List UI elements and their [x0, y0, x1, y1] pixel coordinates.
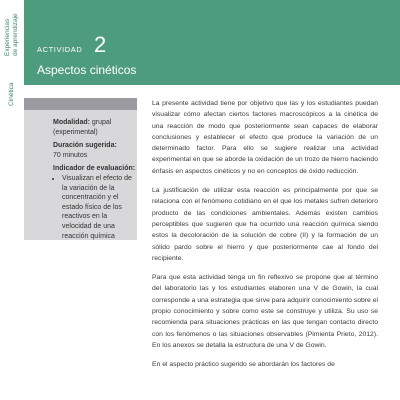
sidebar-strip — [0, 0, 21, 400]
modality-value: grupal (experimental) — [53, 119, 112, 136]
activity-title: Aspectos cinéticos — [37, 63, 137, 77]
paragraph-3: Para que esta actividad tenga un fin reflexivo se propone que al término del laboratorio las y los estudiantes elaboren una V de Gowin, la cual corresponde a una estrategia que sirve para adquirir conocimiento sobre el propio conocimiento y sobre como este se construye y utiliza. Su uso se recomienda para situaciones prácticas en las que tengan contacto directo con los fenómenos o las situaciones observables (Pimienta Prieto, 2012). En los anexos se detalla la estructura de una V de Gowin. — [152, 274, 378, 349]
modality-label: Modalidad: — [53, 119, 90, 126]
topic-label: Cinética — [8, 82, 15, 106]
activity-label: ACTIVIDAD — [37, 45, 83, 54]
section-label-line2: de aprendizaje — [11, 13, 19, 56]
modality — [53, 118, 137, 137]
activity-number: 2 — [94, 32, 107, 57]
info-box-content — [53, 118, 137, 241]
paragraph-1: La presente actividad tiene por objetivo que las y los estudiantes puedan visualizar cómo afectan ciertos factores macroscópicos a la cinética de una reacción de modo que posteriormente sean capaces de elaborar conclusiones y establecer el efecto que produce la variación de un determinado factor. Para ello se sugiere realizar una actividad experimental en que se aborde la oxidación de un trozo de hierro haciendo énfasis en aspectos cinéticos y no en conceptos de óxido reducción. — [152, 100, 378, 175]
section-label-line1: Experiencias — [4, 18, 11, 56]
paragraph-2: La justificación de utilizar esta reacción es principalmente por que se relaciona con el fenómeno cotidiano en el que los metales sufren deterioro producto de las condiciones ambientales. Además existen cambios perceptibles que sugieren que ha ocurrido una reacción química siendo estos la decoloración de la solución de cobre (II) y la formación de un sólido pardo sobre el hierro y que posteriormente cae al fondo del recipiente. — [152, 187, 378, 262]
indicator-item: • Visualizan el efecto de la variación de la concentración y el estado físico de los reactivos en la velocidad de una reacción química — [62, 174, 137, 241]
duration-value: 70 minutos — [53, 151, 88, 159]
indicator-list — [53, 174, 137, 241]
info-box-header — [24, 98, 137, 110]
main-text — [152, 98, 378, 379]
section-label — [4, 13, 19, 56]
duration-label: Duración sugerida: — [53, 142, 117, 150]
indicator-label: Indicador de evaluación: — [53, 165, 136, 173]
paragraph-4: En el aspecto práctico sugerido se abordarán los factores de — [152, 361, 335, 369]
